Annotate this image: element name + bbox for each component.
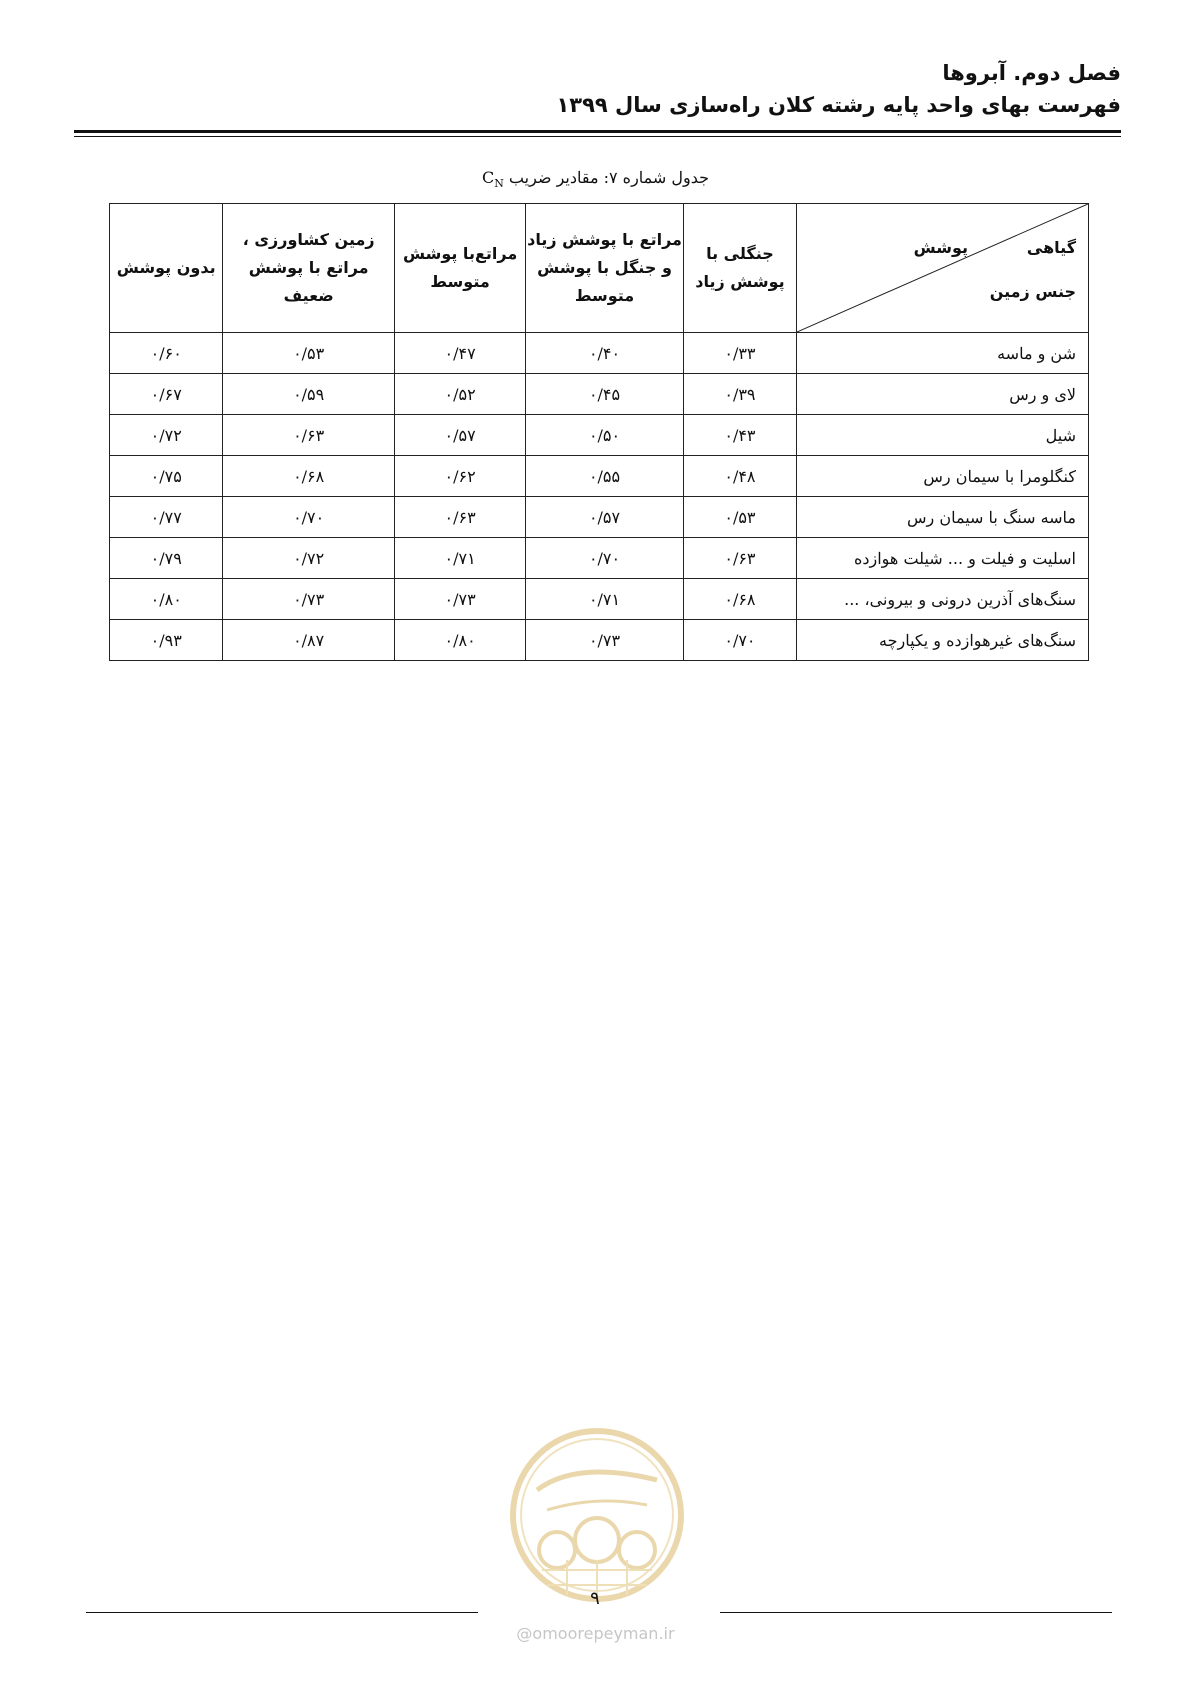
soil-type-cell: ماسه سنگ با سیمان رس	[797, 497, 1089, 538]
coefficient-cell: ۰/۵۰	[526, 415, 683, 456]
coefficient-cell: ۰/۶۲	[394, 456, 525, 497]
watermark-logo	[507, 1420, 687, 1610]
coefficient-cell: ۰/۶۳	[683, 538, 796, 579]
coefficient-cell: ۰/۷۲	[110, 415, 223, 456]
soil-type-cell: سنگ‌های آذرین درونی و بیرونی، ...	[797, 579, 1089, 620]
coefficient-cell: ۰/۷۳	[394, 579, 525, 620]
column-header: مراتع‌با پوشش متوسط	[394, 204, 525, 333]
diagonal-line	[797, 204, 1088, 332]
table-row	[110, 497, 1089, 538]
corner-top-label-1: پوشش	[913, 238, 968, 257]
table-row	[110, 415, 1089, 456]
coefficient-cell: ۰/۷۱	[526, 579, 683, 620]
table-row	[110, 538, 1089, 579]
table-row	[110, 374, 1089, 415]
soil-type-cell: شن و ماسه	[797, 333, 1089, 374]
caption-symbol: $C_N$	[481, 168, 504, 191]
coefficient-cell: ۰/۷۹	[110, 538, 223, 579]
cn-coefficient-table	[109, 203, 1089, 661]
coefficient-cell: ۰/۵۷	[526, 497, 683, 538]
coefficient-cell: ۰/۷۰	[526, 538, 683, 579]
coefficient-cell: ۰/۷۱	[394, 538, 525, 579]
coefficient-cell: ۰/۷۷	[110, 497, 223, 538]
column-header: جنگلی با پوشش زیاد	[683, 204, 796, 333]
table-row	[110, 456, 1089, 497]
coefficient-cell: ۰/۷۲	[223, 538, 395, 579]
coefficient-cell: ۰/۸۷	[223, 620, 395, 661]
coefficient-cell: ۰/۳۳	[683, 333, 796, 374]
coefficient-cell: ۰/۹۳	[110, 620, 223, 661]
table-row	[110, 620, 1089, 661]
coefficient-cell: ۰/۷۵	[110, 456, 223, 497]
coefficient-cell: ۰/۴۳	[683, 415, 796, 456]
soil-type-cell: شیل	[797, 415, 1089, 456]
soil-type-cell: سنگ‌های غیرهوازده و یکپارچه	[797, 620, 1089, 661]
coefficient-cell: ۰/۴۸	[683, 456, 796, 497]
coefficient-cell: ۰/۶۸	[683, 579, 796, 620]
coefficient-cell: ۰/۶۳	[394, 497, 525, 538]
column-header: بدون پوشش	[110, 204, 223, 333]
header-rule-thin	[74, 136, 1121, 137]
column-header: مراتع با پوشش زیاد و جنگل با پوشش متوسط	[526, 204, 683, 333]
chapter-title: فصل دوم. آبروها	[942, 61, 1121, 85]
coefficient-cell: ۰/۵۷	[394, 415, 525, 456]
corner-header-cell	[797, 204, 1089, 333]
coefficient-cell: ۰/۵۲	[394, 374, 525, 415]
corner-bottom-label: جنس زمین	[989, 282, 1076, 301]
coefficient-cell: ۰/۷۰	[683, 620, 796, 661]
footer-rule-right	[720, 1612, 1112, 1613]
coefficient-cell: ۰/۴۵	[526, 374, 683, 415]
coefficient-cell: ۰/۷۰	[223, 497, 395, 538]
table-caption	[0, 168, 1191, 190]
coefficient-cell: ۰/۶۳	[223, 415, 395, 456]
coefficient-cell: ۰/۵۳	[683, 497, 796, 538]
column-header: زمین کشاورزی ، مراتع با پوشش ضعیف	[223, 204, 395, 333]
coefficient-cell: ۰/۴۷	[394, 333, 525, 374]
footer-rule-left	[86, 1612, 478, 1613]
corner-top-label-2: گیاهی	[1026, 238, 1076, 257]
coefficient-cell: ۰/۷۳	[526, 620, 683, 661]
soil-type-cell: کنگلومرا با سیمان رس	[797, 456, 1089, 497]
coefficient-cell: ۰/۳۹	[683, 374, 796, 415]
coefficient-cell: ۰/۵۹	[223, 374, 395, 415]
website-watermark: @omoorepeyman.ir	[516, 1624, 675, 1643]
document-subtitle: فهرست بهای واحد پایه رشته کلان راه‌سازی سال ۱۳۹۹	[556, 93, 1121, 117]
table-row	[110, 579, 1089, 620]
table-row	[110, 333, 1089, 374]
caption-text: جدول شماره ۷: مقادیر ضریب	[508, 168, 710, 187]
coefficient-cell: ۰/۵۵	[526, 456, 683, 497]
coefficient-cell: ۰/۸۰	[394, 620, 525, 661]
header-rule-thick	[74, 130, 1121, 133]
coefficient-cell: ۰/۶۰	[110, 333, 223, 374]
table-header-row	[110, 204, 1089, 333]
coefficient-cell: ۰/۶۸	[223, 456, 395, 497]
soil-type-cell: لای و رس	[797, 374, 1089, 415]
coefficient-cell: ۰/۵۳	[223, 333, 395, 374]
soil-type-cell: اسلیت و فیلت و ... شیلت هوازده	[797, 538, 1089, 579]
coefficient-cell: ۰/۸۰	[110, 579, 223, 620]
page-number: ۹	[590, 1588, 600, 1609]
page-header	[556, 58, 1121, 122]
coefficient-cell: ۰/۴۰	[526, 333, 683, 374]
coefficient-cell: ۰/۶۷	[110, 374, 223, 415]
coefficient-cell: ۰/۷۳	[223, 579, 395, 620]
